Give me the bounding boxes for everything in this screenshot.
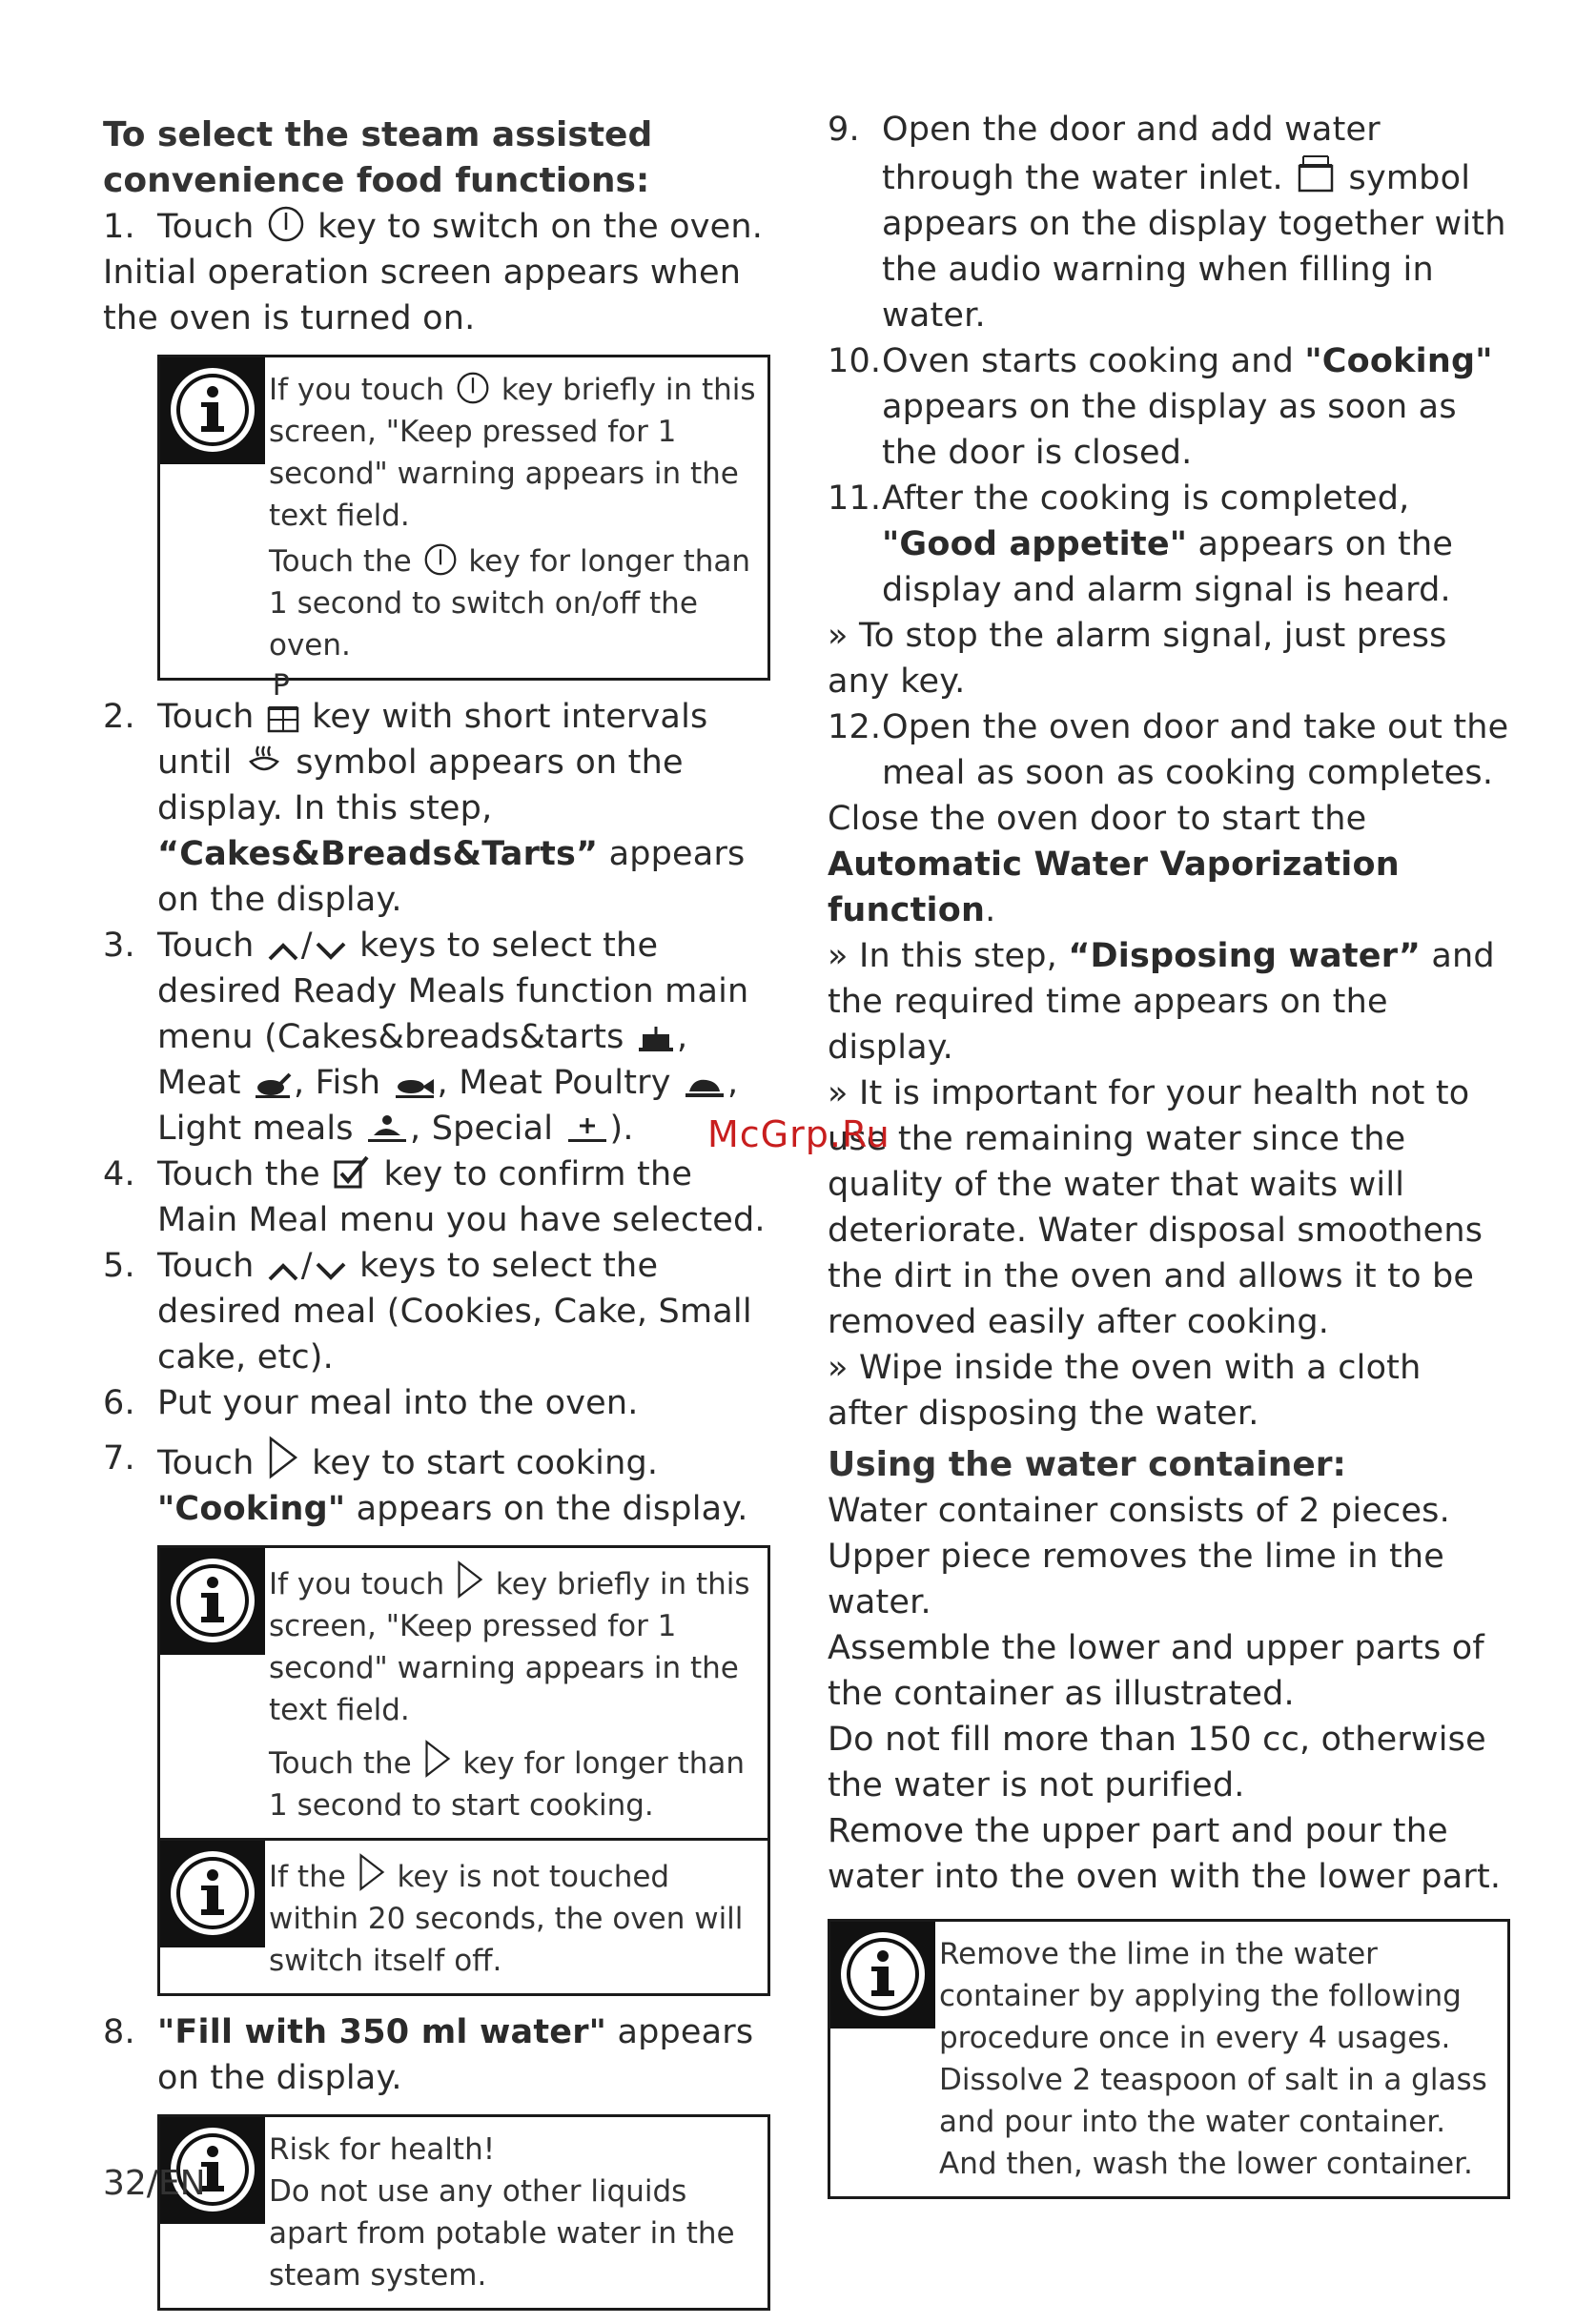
light-meal-icon — [366, 1112, 408, 1145]
steam-symbol-icon — [245, 741, 283, 779]
note-alarm: » To stop the alarm signal, just press any key. — [828, 617, 1447, 701]
info-box-text: Risk for health! Do not use any other liquids apart from potable water in the steam system. — [269, 2132, 735, 2293]
water-inlet-icon — [1296, 153, 1336, 194]
info-box-text: If you touch key briefly in this screen, "Keep pressed for 1 second" warning appears in the text field. Touch the key for longer than 1 second to start cooking. — [265, 1548, 767, 1838]
power-icon — [267, 205, 305, 243]
step-5: 5. Touch / keys to select the desired meal (Cookies, Cake, Small cake, etc). — [103, 1247, 752, 1376]
note-disposing: » In this step, “Disposing water” and the required time appears on the display. — [828, 937, 1495, 1067]
info-icon — [830, 1922, 935, 2028]
info-box-text: If the key is not touched within 20 seconds, the oven will switch itself off. — [265, 1841, 767, 1993]
down-arrow-icon — [315, 1261, 347, 1282]
start-play-icon — [267, 1436, 299, 1479]
paragraph-assemble: Assemble the lower and upper parts of the container as illustrated. — [828, 1629, 1484, 1713]
power-icon — [456, 371, 490, 405]
step-10: 10. Oven starts cooking and "Cooking" appears on the display as soon as the door is closed. — [828, 342, 1493, 472]
step-4: 4. Touch the key to confirm the Main Meal menu you have selected. — [103, 1155, 766, 1239]
step-12: 12. Open the oven door and take out the meal as soon as cooking completes. — [828, 708, 1509, 792]
paragraph-fill: Do not fill more than 150 cc, otherwise the water is not purified. — [828, 1721, 1486, 1804]
step-1: 1. Touch key to switch on the oven. — [103, 204, 770, 250]
info-box-power — [157, 355, 770, 681]
start-play-icon — [456, 1560, 484, 1600]
program-p-icon: P — [267, 704, 299, 733]
paragraph-remove: Remove the upper part and pour the water into the oven with the lower part. — [828, 1812, 1502, 1896]
step-7: 7. Touch key to start cooking. "Cooking" appears on the display. — [103, 1436, 770, 1532]
info-icon — [160, 1548, 265, 1655]
start-play-icon — [423, 1739, 452, 1779]
special-icon — [566, 1116, 608, 1145]
power-icon — [423, 542, 458, 577]
page-number: 32/EN — [103, 2164, 206, 2203]
note-wipe: » Wipe inside the oven with a cloth after disposing the water. — [828, 1349, 1422, 1433]
paragraph-vaporization: Close the oven door to start the Automatic Water Vaporization function. — [828, 800, 1400, 929]
step-3: 3. Touch / keys to select the desired Ready Meals function main menu (Cakes&breads&tarts , Meat , Fish , Meat Poultry , Light meals , Special ). — [103, 927, 749, 1148]
paragraph-pieces: Water container consists of 2 pieces. Upper piece removes the lime in the water. — [828, 1492, 1450, 1621]
confirm-check-icon — [333, 1154, 371, 1191]
info-box-text: If you touch key briefly in this screen, "Keep pressed for 1 second" warning appears in the text field. Touch the key for longer than 1 second to switch on/off the oven. — [269, 373, 756, 663]
step-2: 2. Touch P key with short intervals until symbol appears on the display. In this step, “Cakes&Breads&Tarts” appears on the display. — [103, 669, 746, 919]
step-9: 9. Open the door and add water through the water inlet. symbol appears on the display together with the audio warning when filling in water. — [828, 111, 1506, 335]
up-arrow-icon — [267, 941, 299, 962]
down-arrow-icon — [315, 941, 347, 962]
up-arrow-icon — [267, 1261, 299, 1282]
fish-icon — [394, 1074, 436, 1099]
cake-icon — [637, 1025, 675, 1053]
info-box-lime — [828, 1919, 1510, 2199]
step-8: 8. "Fill with 350 ml water" appears on the display. — [103, 2013, 754, 2097]
info-icon — [160, 357, 265, 464]
start-play-icon — [358, 1852, 386, 1892]
section-heading: To select the steam assisted convenience food functions: — [103, 115, 653, 200]
info-icon — [160, 1841, 265, 1947]
watermark: McGrp.Ru — [707, 1113, 890, 1155]
right-column — [828, 107, 1510, 2212]
info-box-health — [157, 2114, 770, 2311]
step-1-continuation: Initial operation screen appears when the oven is turned on. — [103, 254, 742, 337]
info-box-start — [157, 1545, 770, 1996]
meat-icon — [254, 1070, 292, 1099]
info-box-text: Remove the lime in the water container by applying the following procedure once in every 4 usages. Dissolve 2 teaspoon of salt in a glass and pour into the water container. And then, wash the lower container. — [939, 1937, 1487, 2181]
note-health: » It is important for your health not to use the remaining water since the quality of the water that waits will deteriorate. Water disposal smoothens the dirt in the oven and allows it to be removed easily after cooking. — [828, 1074, 1483, 1341]
water-container-heading: Using the water container: — [828, 1445, 1346, 1484]
step-6: 6. Put your meal into the oven. — [103, 1384, 639, 1422]
poultry-icon — [684, 1072, 726, 1099]
step-11: 11. After the cooking is completed, "Good appetite" appears on the display and alarm signal is heard. — [828, 479, 1454, 609]
left-column — [103, 112, 770, 2324]
